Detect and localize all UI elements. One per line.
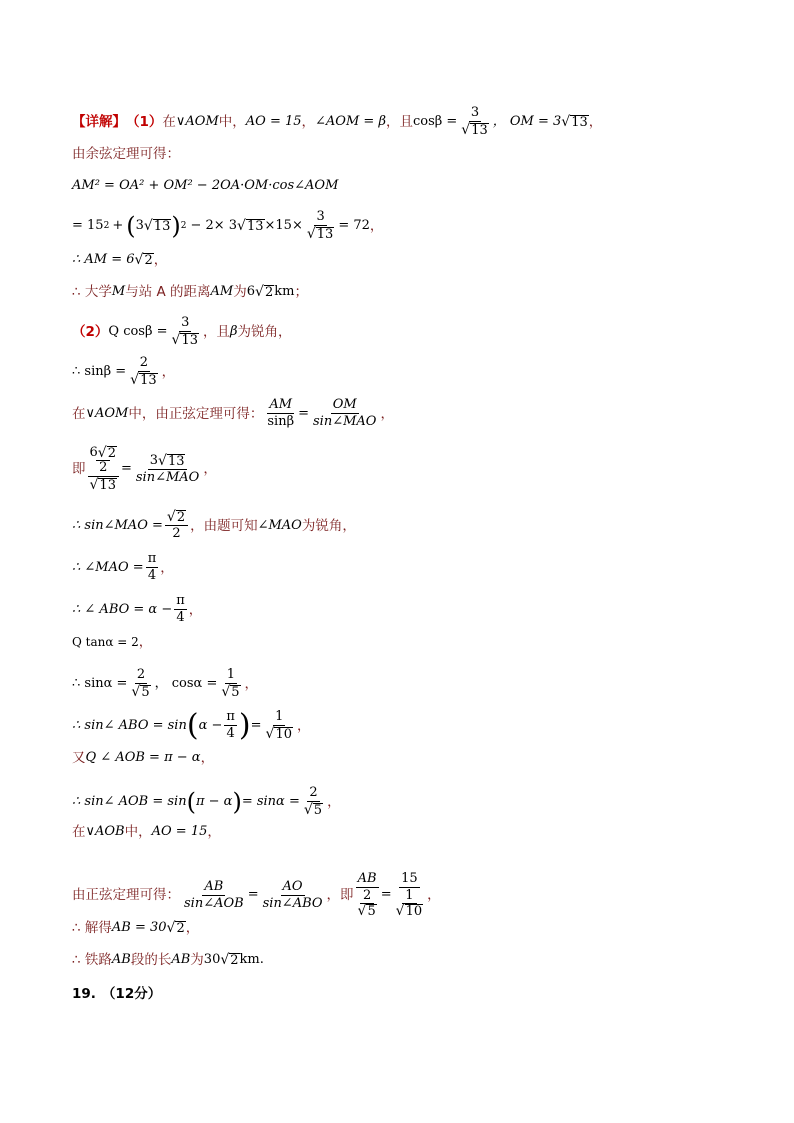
line-12: ∴ ∠MAO = $\frac{\pi}{4}$ ，: [72, 551, 174, 583]
line-22: ∴ 铁路 AB 段的长 AB 为 30 √ 2 km .: [72, 952, 264, 968]
line-17: 又 Q ∠ AOB = π − α ，: [72, 750, 215, 766]
question-19-heading: 19. （12分）: [72, 986, 162, 1002]
line-7: （2） Q cosβ = 3 √ 13 ，且 β 为锐角，: [72, 315, 292, 348]
line-21: ∴ 解得 AB = 30 √ 2 ，: [72, 920, 200, 936]
line-6: ∴ 大学 M 与站 A 的距离 AM 为 6 √ 2 km ；: [72, 284, 308, 300]
line-20: 由正弦定理可得： $\frac{AB}{\text{sin∠AOB}}$ = $\frac{AO}{\text{sin∠ABO}}$ ，即 AB 2 √ 5 = 15 1 √ 10 ，: [72, 871, 441, 919]
line-14: Q tanα = 2 ，: [72, 634, 153, 650]
line-3: AM² = OA² + OM² − 2OA·OM·cos∠AOM: [72, 178, 339, 193]
line-13: ∴ ∠ ABO = α − $\frac{\pi}{4}$ ，: [72, 593, 203, 625]
line-16: ∴ sin∠ ABO = sin ( α − $\frac{\pi}{4}$ ) = 1 √ 10 ，: [72, 707, 311, 743]
line-10: 即 6 √ 2 2 √ 13 = 3 √ 13 sin∠MAO ，: [72, 445, 217, 493]
line-8: ∴ sinβ = 2 √ 13 ，: [72, 355, 176, 388]
line-15: ∴ sinα = 2 √ 5 ， cosα = 1 √ 5 ，: [72, 667, 259, 700]
fraction: 3 √ 13: [461, 105, 488, 138]
line-19: 在 ∨AOB 中， AO = 15 ，: [72, 824, 221, 840]
line-11: ∴ sin∠MAO = √ 2 2 ，由题可知 ∠MAO 为锐角，: [72, 509, 356, 541]
line-2: 由余弦定理可得：: [72, 146, 180, 162]
line-4: = 15 2 + ( 3 √ 13 ) 2 − 2× 3 √ 13 ×15× 3 √ 13 = 72 ，: [72, 209, 384, 242]
detail-tag: 【详解】: [72, 113, 126, 130]
line-18: ∴ sin∠ AOB = sin ( π − α ) = sinα = 2 √ 5 ，: [72, 785, 341, 818]
line-1: 【详解】 （1） 在 ∨AOM 中， AO = 15 ， ∠AOM = β ，且 cosβ = 3 √ 13 ， OM = 3 √ 13 ，: [72, 105, 603, 138]
line-9: 在 ∨AOM 中，由正弦定理可得： $\frac{AM}{\sin\beta}$ = $\frac{OM}{\text{sin∠MAO}}$ ，: [72, 397, 394, 429]
line-5: ∴ AM = 6 √ 2 ，: [72, 252, 168, 268]
